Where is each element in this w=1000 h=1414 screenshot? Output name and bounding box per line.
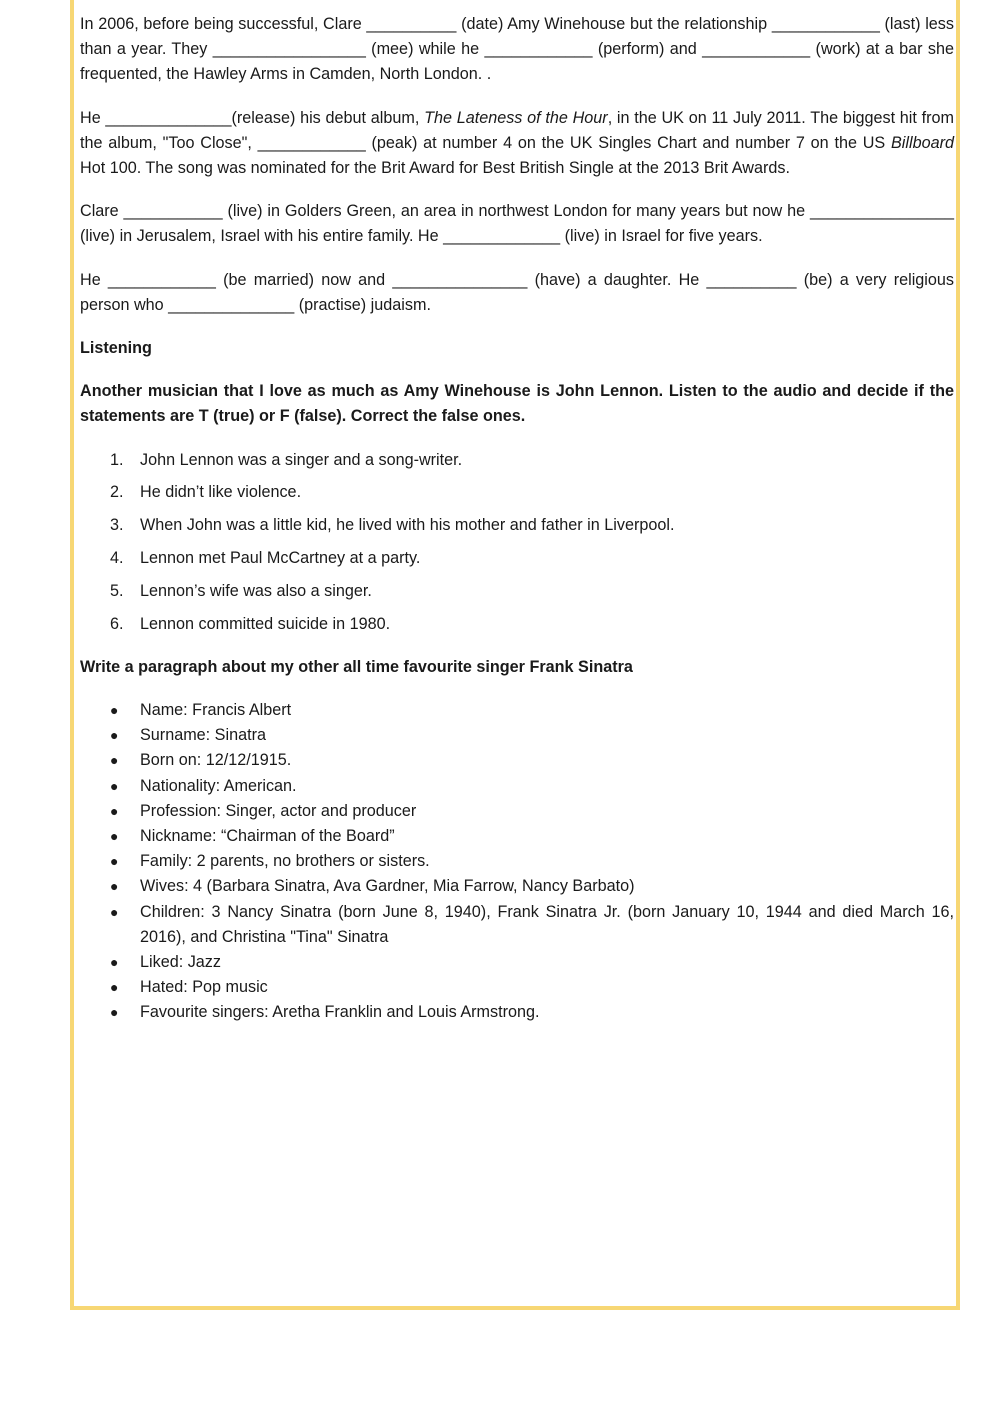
list-item	[80, 723, 954, 748]
statements-list	[80, 448, 954, 637]
fact-text: Family: 2 parents, no brothers or sisters.	[140, 852, 430, 871]
fact-text: Name: Francis Albert	[140, 701, 292, 720]
fact-text: Profession: Singer, actor and producer	[140, 801, 417, 820]
fact-text: Favourite singers: Aretha Franklin and Louis Armstrong.	[140, 1003, 540, 1022]
fact-text: Nationality: American.	[140, 776, 297, 795]
list-item	[80, 849, 954, 874]
paragraph-text: Clare ___________ (live) in Golders Green, an area in northwest London for many years but now he ________________ (live) in Jerusalem, Israel with his entire family. He _____________ (live) in Israel for five years.	[80, 202, 954, 246]
listening-heading: Listening	[80, 339, 152, 358]
writing-heading: Write a paragraph about my other all time favourite singer Frank Sinatra	[80, 657, 633, 676]
list-item	[80, 579, 954, 604]
paragraph-text: Hot 100. The song was nominated for the Brit Award for Best British Single at the 2013 Brit Awards.	[80, 159, 790, 178]
album-title: The Lateness of the Hour	[424, 108, 608, 127]
exercise-paragraph-1	[80, 12, 954, 88]
item-text: When John was a little kid, he lived with his mother and father in Liverpool.	[140, 516, 675, 535]
paragraph-text: He ____________ (be married) now and _______________ (have) a daughter. He __________ (be) a very religious person who ______________ (practise) judaism.	[80, 270, 954, 314]
list-item	[80, 448, 954, 473]
paragraph-text: He ______________(release) his debut album,	[80, 108, 425, 127]
item-text: He didn’t like violence.	[140, 483, 302, 502]
paragraph-text: In 2006, before being successful, Clare __________ (date) Amy Winehouse but the relationship ____________ (last) less than a year. They _________________ (mee) while he ____________ (perform) and ____________ (work) at a bar she frequented, the Hawley Arms in Camden, North London. .	[80, 15, 954, 84]
item-text: Lennon committed suicide in 1980.	[140, 614, 391, 633]
bullet-icon: ●	[110, 828, 119, 845]
fact-text: Nickname: “Chairman of the Board”	[140, 827, 395, 846]
bullet-icon: ●	[110, 1004, 119, 1021]
list-item	[80, 950, 954, 975]
bullet-icon: ●	[110, 853, 119, 870]
bullet-icon: ●	[110, 979, 119, 996]
item-number: 1.	[110, 450, 124, 469]
list-item	[80, 975, 954, 1000]
fact-text: Liked: Jazz	[140, 953, 221, 972]
gap-fill-exercise	[80, 12, 954, 318]
paragraph-text: , in the UK on 11 July 2011. The biggest hit from the album, "Too Close", ____________ (peak) at number 4 on the UK Singles Chart and number 7 on the US	[80, 108, 955, 152]
fact-text: Born on: 12/12/1915.	[140, 751, 292, 770]
fact-text: Surname: Sinatra	[140, 726, 266, 745]
list-item	[80, 612, 954, 637]
fact-text: Children: 3 Nancy Sinatra (born June 8, 1940), Frank Sinatra Jr. (born January 10, 1944 and died March 16, 2016), and Christina "Tina" Sinatra	[140, 902, 954, 946]
exercise-paragraph-3	[80, 199, 954, 249]
item-number: 5.	[110, 581, 124, 600]
bullet-icon: ●	[110, 752, 119, 769]
item-text: John Lennon was a singer and a song-writer.	[140, 450, 463, 469]
bullet-icon: ●	[110, 878, 119, 895]
list-item	[80, 480, 954, 505]
list-item	[80, 698, 954, 723]
worksheet-content	[80, 12, 954, 1026]
list-item	[80, 900, 954, 950]
exercise-paragraph-2	[80, 106, 954, 182]
list-item	[80, 774, 954, 799]
bullet-icon: ●	[110, 954, 119, 971]
list-item	[80, 513, 954, 538]
bullet-icon: ●	[110, 903, 119, 920]
bullet-icon: ●	[110, 727, 119, 744]
bullet-icon: ●	[110, 802, 119, 819]
bullet-icon: ●	[110, 702, 119, 719]
chart-name: Billboard	[891, 133, 954, 152]
item-text: Lennon’s wife was also a singer.	[140, 581, 372, 600]
item-number: 6.	[110, 614, 124, 633]
list-item	[80, 748, 954, 773]
fact-text: Hated: Pop music	[140, 978, 268, 997]
list-item	[80, 1000, 954, 1025]
facts-list	[80, 698, 954, 1026]
item-number: 3.	[110, 516, 124, 535]
listening-instructions: Another musician that I love as much as Amy Winehouse is John Lennon. Listen to the audio and decide if the statements are T (true) or F (false). Correct the false ones.	[80, 382, 954, 426]
list-item	[80, 874, 954, 899]
list-item	[80, 546, 954, 571]
list-item	[80, 824, 954, 849]
item-number: 4.	[110, 549, 124, 568]
list-item	[80, 799, 954, 824]
item-text: Lennon met Paul McCartney at a party.	[140, 549, 421, 568]
fact-text: Wives: 4 (Barbara Sinatra, Ava Gardner, Mia Farrow, Nancy Barbato)	[140, 877, 635, 896]
exercise-paragraph-4	[80, 268, 954, 318]
bullet-icon: ●	[110, 777, 119, 794]
item-number: 2.	[110, 483, 124, 502]
